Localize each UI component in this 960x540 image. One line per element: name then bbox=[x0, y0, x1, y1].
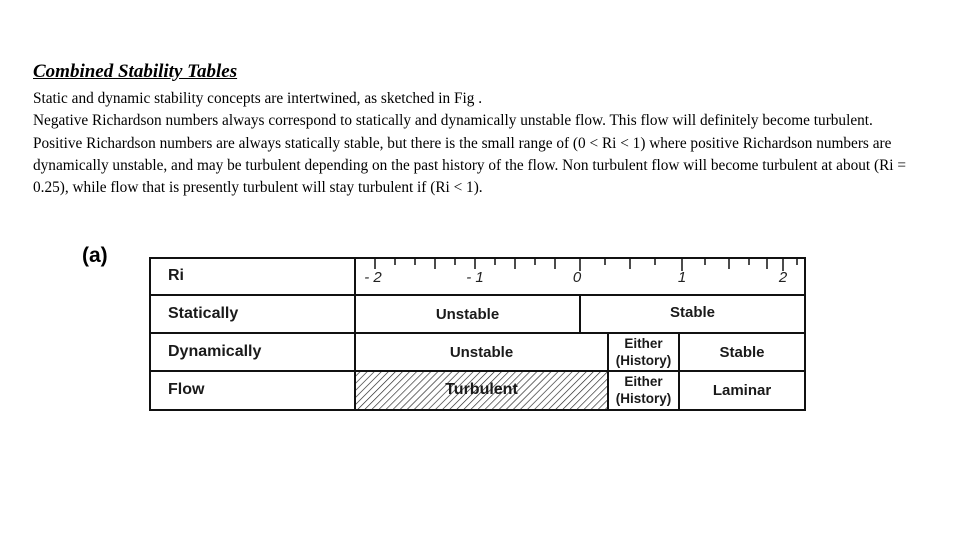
statically-unstable: Unstable bbox=[435, 305, 500, 323]
figure-label: (a) bbox=[82, 244, 108, 267]
axis-ticks bbox=[375, 258, 797, 271]
flow-either: Either bbox=[624, 374, 663, 389]
flow-history: (History) bbox=[615, 391, 672, 406]
flow-turbulent-cell bbox=[355, 371, 608, 409]
tick-label-2: 2 bbox=[778, 269, 788, 286]
paragraph-line-1: Static and dynamic stability concepts are intertwined, as sketched in Fig . bbox=[33, 90, 483, 107]
flow-turbulent: Turbulent bbox=[445, 381, 518, 398]
tick-label-0: 0 bbox=[572, 269, 582, 286]
dynamically-unstable: Unstable bbox=[449, 343, 514, 361]
statically-stable: Stable bbox=[669, 303, 715, 321]
section-heading: Combined Stability Tables bbox=[33, 61, 238, 82]
tick-label-minus-2: - 2 bbox=[364, 269, 382, 286]
dynamically-history: (History) bbox=[615, 353, 672, 368]
dynamically-either: Either bbox=[624, 336, 663, 351]
tick-label-minus-1: - 1 bbox=[466, 269, 484, 286]
row-label-flow: Flow bbox=[168, 381, 205, 398]
flow-either-cell bbox=[608, 371, 679, 409]
row-label-dynamically: Dynamically bbox=[168, 343, 262, 360]
body-text bbox=[33, 88, 913, 199]
paragraph-line-2: Negative Richardson numbers always correspond to statically and dynamically unstable flow. This flow will definitely become turbulent. Positive Richardson numbers are always statically stable, but there is the small range of (0 < Ri < 1) where positive Richardson numbers are dynamically unstable, and may be turbulent depending on the past history of the flow. Non turbulent flow will become turbulent at about (Ri = 0.25), while flow that is presently turbulent will stay turbulent if (Ri < 1). bbox=[33, 112, 906, 197]
stability-table bbox=[149, 257, 806, 411]
flow-laminar: Laminar bbox=[712, 381, 772, 399]
dynamically-either-cell bbox=[608, 333, 679, 371]
tick-label-1: 1 bbox=[677, 269, 687, 286]
row-label-ri: Ri bbox=[168, 267, 184, 284]
dynamically-stable: Stable bbox=[719, 343, 765, 361]
row-label-statically: Statically bbox=[168, 305, 239, 322]
